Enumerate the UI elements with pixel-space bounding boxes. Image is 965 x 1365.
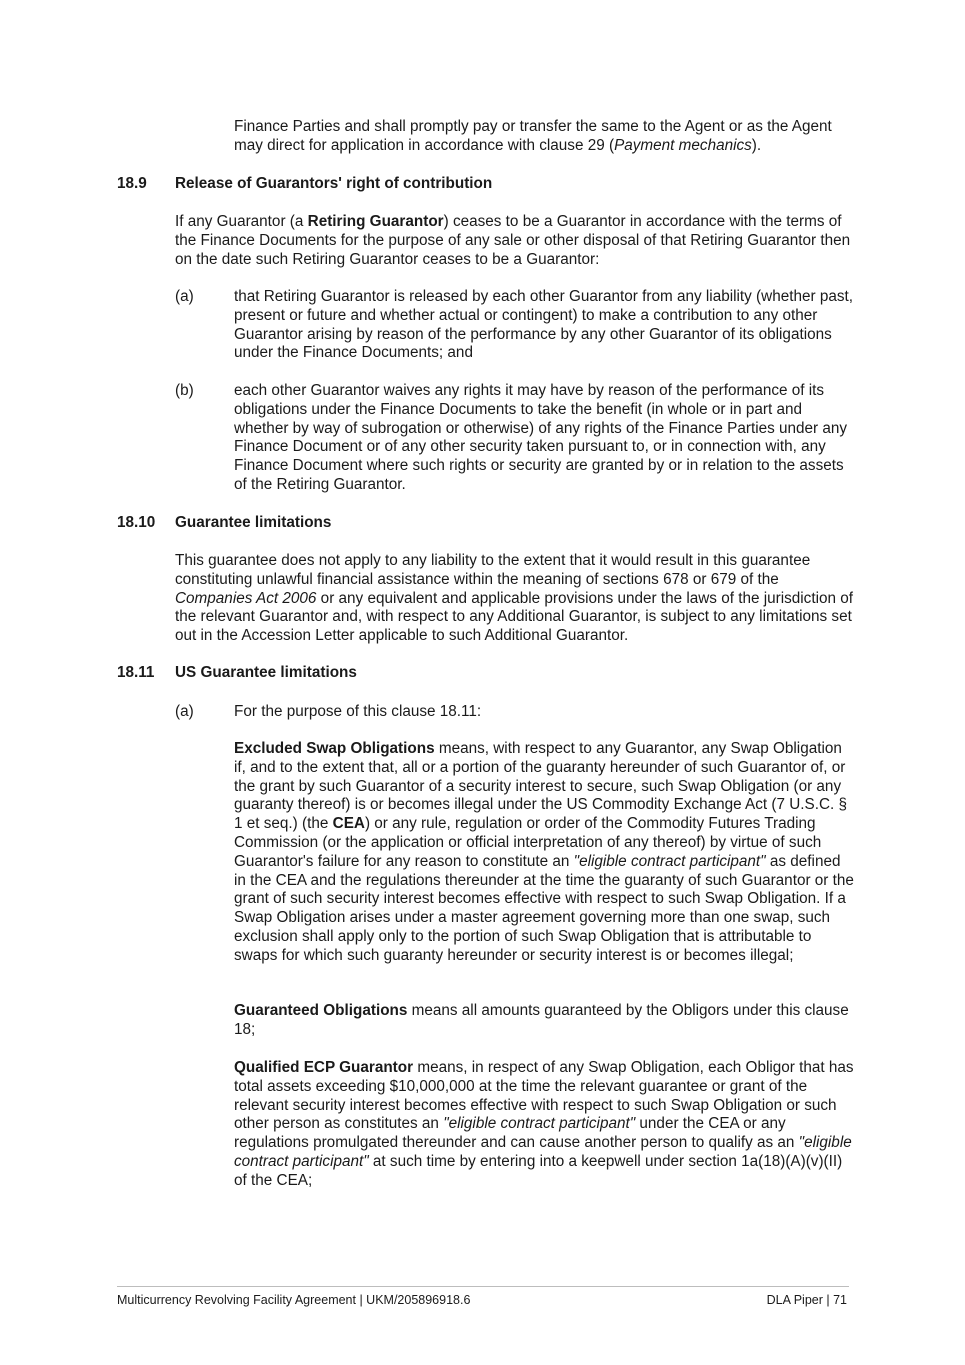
footer-divider	[117, 1286, 849, 1287]
definition-guaranteed-obligations	[234, 1002, 854, 1040]
defined-term: Retiring Guarantor	[307, 213, 444, 230]
definition-text: ) or any rule, regulation or order of the Commodity Futures Trading Commission (or the application or official interpretation of any thereof) by virtue of such Guarantor's failure for any reason to constitute an	[234, 815, 822, 870]
section-18-9-item-a: that Retiring Guarantor is released by each other Guarantor from any liability (whether past, present or future and whether actual or contingent) to make a contribution to any other Guarantor arising by reason of the performance by any other Guarantor of its obligations under the Finance Documents; and	[234, 288, 853, 362]
definition-text: means, in respect of any Swap Obligation, each Obligor that has total assets exceeding $10,000,000 at the time the relevant guarantee or grant of the relevant security interest becomes effective with respect to such Swap Obligation or such other person as constitutes an	[234, 1059, 854, 1133]
quoted-term: "eligible contract participant"	[443, 1115, 636, 1133]
paragraph-text: If any Guarantor (a	[175, 213, 308, 230]
quoted-term: "eligible contract participant"	[573, 852, 766, 870]
section-18-11-item-a: For the purpose of this clause 18.11:	[234, 703, 482, 720]
paragraph-text: ) ceases to be a Guarantor in accordance with the terms of the Finance Documents for the purpose of any sale or other disposal of that Retiring Guarantor then on the date such Retiring Guarantor ceases to be a Guarantor:	[175, 213, 851, 268]
section-number: 18.11	[117, 664, 155, 681]
definition-text: means, with respect to any Guarantor, any Swap Obligation if, and to the extent that, all or a portion of the guaranty hereunder of such Guarantor of, or the grant by such Guarantor of a security interest to secure, such Swap Obligation (or any guaranty thereof) is or becomes illegal under the US Commodity Exchange Act (7 U.S.C. § 1 et seq.) (the	[234, 740, 848, 833]
section-number: 18.10	[117, 514, 156, 531]
quoted-term: "eligible contract participant"	[234, 1134, 852, 1170]
intro-italic-ref: Payment mechanics	[614, 136, 752, 154]
intro-text: Finance Parties and shall promptly pay or transfer the same to the Agent or as the Agent may direct for application in accordance with clause 29 (	[234, 118, 832, 154]
definition-text: means all amounts guaranteed by the Obligors under this clause 18;	[234, 1002, 849, 1038]
paragraph-text: or any equivalent and applicable provisions under the laws of the jurisdiction of the relevant Guarantor and, with respect to any Additional Guarantor, is subject to any limitations set out in the Accession Letter applicable to such Additional Guarantor.	[175, 589, 854, 645]
definition-excluded-swap-obligations	[234, 740, 854, 966]
item-label: (b)	[175, 382, 194, 399]
definition-text: at such time by entering into a keepwell under section 1a(18)(A)(v)(II) of the CEA;	[234, 1152, 843, 1189]
section-heading-18-11	[117, 664, 357, 683]
item-label: (a)	[175, 703, 194, 720]
definition-text: under the CEA or any regulations promulgated thereunder and can cause another person to qualify as an	[234, 1115, 799, 1152]
paragraph-text: This guarantee does not apply to any liability to the extent that it would result in this guarantee constituting unlawful financial assistance within the meaning of sections 678 or 679 of the	[175, 552, 811, 588]
section-title: US Guarantee limitations	[175, 664, 357, 681]
section-title: Release of Guarantors' right of contribution	[175, 175, 493, 192]
defined-term: CEA	[332, 815, 365, 833]
definition-text: as defined in the CEA and the regulations thereunder at the time the guaranty of such Guarantor or the grant of such security interest becomes effective with respect to such Swap Obligation. If a Swap Obligation arises under a master agreement governing more than one swap, such exclusion shall apply only to the portion of such Swap Obligation that is attributable to swaps for which such guaranty hereunder or security interest is or becomes illegal;	[234, 852, 854, 964]
defined-term: Guaranteed Obligations	[234, 1002, 408, 1019]
intro-text-end: ).	[751, 136, 762, 154]
defined-term: Qualified ECP Guarantor	[234, 1059, 414, 1076]
statute-reference: Companies Act 2006	[175, 589, 317, 607]
footer-document-ref: Multicurrency Revolving Facility Agreement | UKM/205896918.6	[117, 1293, 471, 1307]
section-18-9-paragraph	[175, 213, 855, 269]
section-number: 18.9	[117, 175, 147, 192]
footer-page-number: DLA Piper | 71	[766, 1293, 847, 1307]
section-18-10-paragraph	[175, 552, 855, 646]
section-title: Guarantee limitations	[175, 514, 332, 531]
section-18-9-item-b: each other Guarantor waives any rights it may have by reason of the performance of its obligations under the Finance Documents to take the benefit (in whole or in part and whether by way of subrogation or otherwise) of any rights of the Finance Parties under any Finance Document or of any other security taken pursuant to, or in connection with, any Finance Document where such rights or security are granted by or in relation to the assets of the Retiring Guarantor.	[234, 382, 848, 493]
item-label: (a)	[175, 288, 194, 305]
section-heading-18-9	[117, 175, 492, 194]
definition-qualified-ecp-guarantor	[234, 1059, 854, 1191]
intro-paragraph	[234, 118, 854, 156]
section-heading-18-10	[117, 514, 331, 533]
defined-term: Excluded Swap Obligations	[234, 740, 435, 757]
